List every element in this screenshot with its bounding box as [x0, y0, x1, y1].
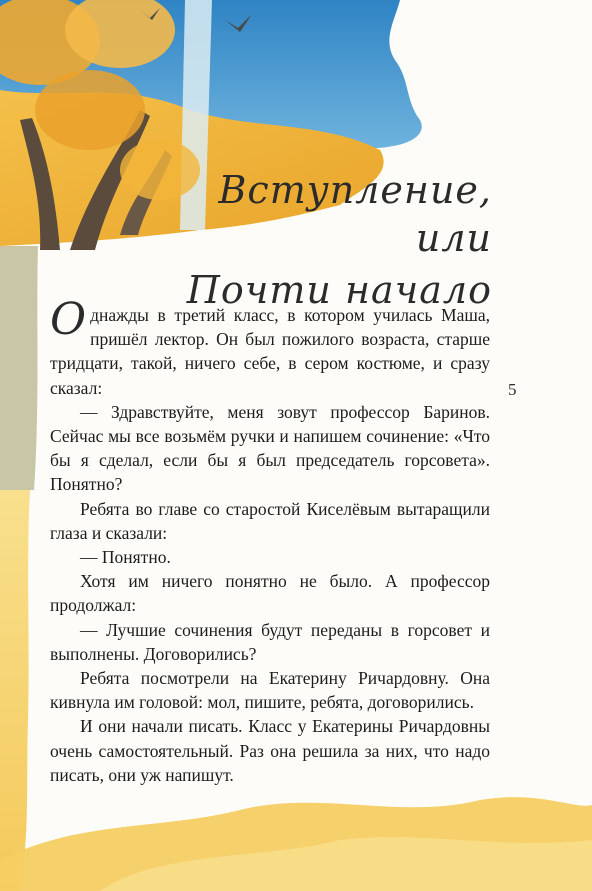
paragraph: Ребята во главе со старостой Киселёвым вытаращили глаза и сказали:: [50, 498, 490, 543]
chapter-title: [187, 166, 492, 314]
paragraph: Ребята посмотрели на Екатерину Ричардовну. Она кивнула им головой: мол, пишите, ребята, договорились.: [50, 668, 490, 713]
paragraph-text: днажды в третий класс, в котором училась Маша, пришёл лектор. Он был пожилого возраста, старше тридцати, такой, ничего себе, в сером костюме, и сразу сказал:: [50, 305, 490, 398]
paragraph: [50, 294, 490, 400]
body-text: [50, 294, 490, 787]
drop-cap: О: [50, 294, 87, 345]
paragraph: — Понятно.: [80, 547, 171, 568]
left-strip: [0, 246, 38, 490]
paragraph: Хотя им ничего понятно не было. А профессор продолжал:: [50, 571, 490, 616]
title-line-3: Почти начало: [186, 268, 492, 312]
page-number: 5: [508, 380, 517, 399]
title-line-2: или: [415, 216, 492, 260]
paragraph: — Здравствуйте, меня зовут профессор Баринов. Сейчас мы все возьмём ручки и напишем сочинение: «Что бы я сделал, если бы я был председатель горсовета». Понятно?: [50, 401, 490, 495]
tree-crown: [35, 70, 145, 150]
paragraph: И они начали писать. Класс у Екатерины Ричардовны очень самостоятельный. Раз она решила за них, что надо писать, они уж напишут.: [50, 716, 490, 785]
title-line-1: Вступление,: [218, 168, 492, 212]
left-strip-yellow: [0, 490, 30, 891]
paragraph: — Лучшие сочинения будут переданы в горсовет и выполнены. Договорились?: [50, 619, 490, 664]
